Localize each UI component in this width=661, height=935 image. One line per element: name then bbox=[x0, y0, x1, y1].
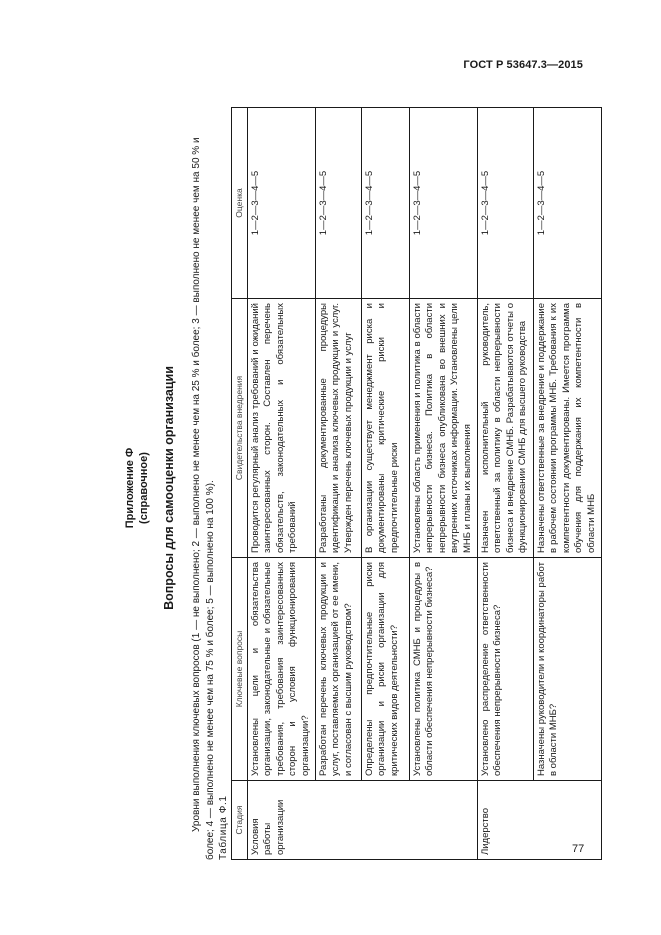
table-row bbox=[361, 108, 409, 860]
cell-question: Установлены политика СМНБ и процедуры в области обеспечения непрерывности бизнеса? bbox=[409, 558, 477, 781]
table-row bbox=[477, 108, 533, 860]
cell-stage bbox=[409, 781, 477, 860]
page-number: 77 bbox=[572, 843, 585, 855]
cell-score: 1—2—3—4—5 bbox=[533, 108, 601, 299]
appendix-subtitle: (справочное) bbox=[138, 452, 150, 524]
cell-question: Установлено распределение ответственности обеспечения непрерывности бизнеса? bbox=[477, 558, 533, 781]
levels-note: Уровни выполнения ключевых вопросов (1 — не выполнено; 2 — выполнено не менее чем на 25 % и более; 3 — выполнено не менее чем на 50 % и более; 4 — выполнено не менее чем на 75 % и более; 5 — выполнено на 100 %). bbox=[191, 137, 216, 860]
section-heading: Вопросы для самооценки организации bbox=[162, 366, 176, 610]
cell-score: 1—2—3—4—5 bbox=[315, 108, 361, 299]
table-row bbox=[315, 108, 361, 860]
table-row bbox=[247, 108, 315, 860]
table-row bbox=[409, 108, 477, 860]
column-header-evidence: Свидетельства внедрения bbox=[232, 299, 248, 558]
cell-stage bbox=[533, 781, 601, 860]
table-header-row bbox=[232, 108, 248, 860]
cell-score: 1—2—3—4—5 bbox=[361, 108, 409, 299]
column-header-questions: Ключевые вопросы bbox=[232, 558, 248, 781]
table-row bbox=[533, 108, 601, 860]
cell-evidence: Назначен исполнительный руководитель, ответственный за политику в области непрерывности бизнеса и внедрение СМНБ. Разрабатываются отчеты о функционировании СМНБ для высшего руководства bbox=[477, 299, 533, 558]
table-caption: Таблица Ф.1 bbox=[218, 795, 229, 860]
cell-question: Назначены руководители и координаторы работ в области МНБ? bbox=[533, 558, 601, 781]
column-header-stage: Стадия bbox=[232, 781, 248, 860]
cell-stage: Условия работы организации bbox=[247, 781, 315, 860]
cell-score: 1—2—3—4—5 bbox=[477, 108, 533, 299]
cell-evidence: Проводится регулярный анализ требований и ожиданий заинтересованных сторон. Составлен перечень обязательств, законодательных и обязательных требований bbox=[247, 299, 315, 558]
cell-score: 1—2—3—4—5 bbox=[409, 108, 477, 299]
rotated-content bbox=[118, 108, 597, 868]
standard-code: ГОСТ Р 53647.3—2015 bbox=[463, 59, 583, 71]
cell-question: Определены предпочтительные риски организации и риски организации для критических видов деятельности? bbox=[361, 558, 409, 781]
cell-evidence: Установлены область применения и политика в области непрерывности бизнеса. Политика в области непрерывности бизнеса опубликована во внешних и внутренних источниках информации. Установлены цели МНБ и планы их выполнения bbox=[409, 299, 477, 558]
cell-question: Установлены цели и обязательства организации, законодательные и обязательные требования, требования заинтересованных сторон и условия функционирования организации? bbox=[247, 558, 315, 781]
self-assessment-table bbox=[231, 107, 602, 860]
column-header-score: Оценка bbox=[232, 108, 248, 299]
cell-evidence: В организации существует менеджмент риска и документированы критические риски и предпочтительные риски bbox=[361, 299, 409, 558]
appendix-title: Приложение Ф bbox=[124, 447, 136, 529]
cell-evidence: Разработаны документированные процедуры идентификации и анализа ключевых продукции и услуг. Утвержден перечень ключевых продукции и услуг bbox=[315, 299, 361, 558]
cell-stage bbox=[361, 781, 409, 860]
cell-score: 1—2—3—4—5 bbox=[247, 108, 315, 299]
cell-stage: Лидерство bbox=[477, 781, 533, 860]
cell-evidence: Назначены ответственные за внедрение и поддержание в рабочем состоянии программы МНБ. Требования к их компетентности документированы. Имеется программа обучения для поддержания их компетентности в области МНБ bbox=[533, 299, 601, 558]
cell-stage bbox=[315, 781, 361, 860]
cell-question: Разработан перечень ключевых продукции и услуг, поставляемых организацией от ее имени, и согласован с высшим руководством? bbox=[315, 558, 361, 781]
